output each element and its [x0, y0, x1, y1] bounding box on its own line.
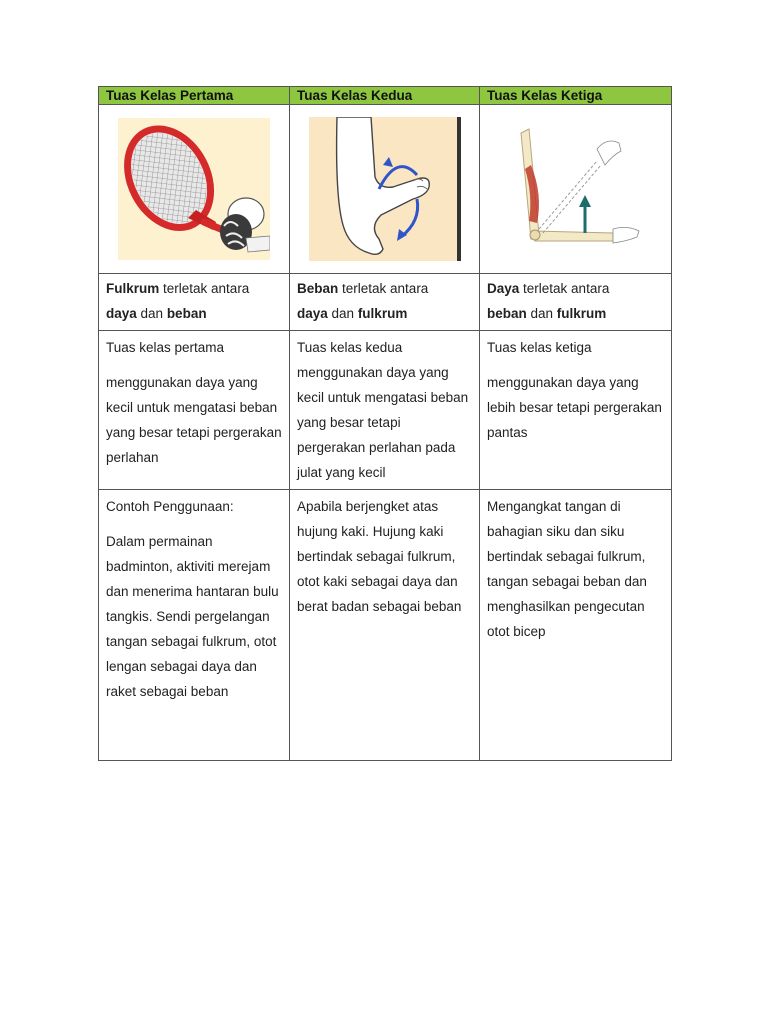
example-cell-first	[99, 490, 290, 761]
image-cell-first	[99, 105, 290, 274]
definition-term: daya	[106, 306, 137, 321]
example-text: Dalam permainan badminton, aktiviti merejam dan menerima hantaran bulu tangkis. Sendi pergelangan tangan sebagai fulkrum, otot lengan sebagai daya dan raket sebagai beban	[106, 534, 279, 699]
advantage-text: menggunakan daya yang kecil untuk mengatasi beban yang besar tetapi pergerakan perlahan	[106, 375, 282, 465]
definition-text: terletak antara	[159, 281, 250, 296]
badminton-racket-hand-illustration	[118, 118, 270, 260]
definition-term: Fulkrum	[106, 281, 160, 296]
definition-term: Daya	[487, 281, 520, 296]
header-row	[99, 87, 672, 105]
definition-cell-third	[480, 274, 672, 331]
definition-cell-first	[99, 274, 290, 331]
definition-text: dan	[136, 306, 167, 321]
advantage-cell-third	[480, 331, 672, 490]
example-cell-second	[290, 490, 480, 761]
advantage-title: Tuas kelas pertama	[106, 340, 225, 355]
definition-term: daya	[297, 306, 328, 321]
tiptoe-foot-illustration	[309, 117, 461, 261]
advantage-text: Tuas kelas kedua menggunakan daya yang kecil untuk mengatasi beban yang besar tetapi pergerakan perlahan pada julat yang kecil	[297, 340, 469, 480]
header-third-class: Tuas Kelas Ketiga	[480, 87, 672, 105]
advantage-cell-second	[290, 331, 480, 490]
image-cell-second	[290, 105, 480, 274]
image-row	[99, 105, 672, 274]
definition-term: fulkrum	[556, 306, 607, 321]
definition-text: terletak antara	[519, 281, 610, 296]
definition-term: beban	[487, 306, 527, 321]
definition-text: terletak antara	[338, 281, 429, 296]
header-first-class: Tuas Kelas Pertama	[99, 87, 290, 105]
example-text: Apabila berjengket atas hujung kaki. Hujung kaki bertindak sebagai fulkrum, otot kaki sebagai daya dan berat badan sebagai beban	[297, 499, 462, 614]
example-row	[99, 490, 672, 761]
definition-row	[99, 274, 672, 331]
advantage-row	[99, 331, 672, 490]
image-cell-third	[480, 105, 672, 274]
lever-classes-table	[98, 86, 672, 761]
definition-term: fulkrum	[357, 306, 408, 321]
definition-term: beban	[166, 306, 207, 321]
definition-cell-second	[290, 274, 480, 331]
arm-elbow-bicep-illustration	[509, 125, 643, 253]
definition-term: Beban	[297, 281, 339, 296]
header-second-class: Tuas Kelas Kedua	[290, 87, 480, 105]
advantage-text: menggunakan daya yang lebih besar tetapi pergerakan pantas	[487, 375, 662, 440]
advantage-title: Tuas kelas ketiga	[487, 340, 592, 355]
advantage-cell-first	[99, 331, 290, 490]
definition-text: dan	[327, 306, 358, 321]
definition-text: dan	[526, 306, 557, 321]
example-title: Contoh Penggunaan:	[106, 499, 234, 514]
example-text: Mengangkat tangan di bahagian siku dan siku bertindak sebagai fulkrum, tangan sebagai beban dan menghasilkan pengecutan otot bicep	[487, 499, 647, 639]
example-cell-third	[480, 490, 672, 761]
